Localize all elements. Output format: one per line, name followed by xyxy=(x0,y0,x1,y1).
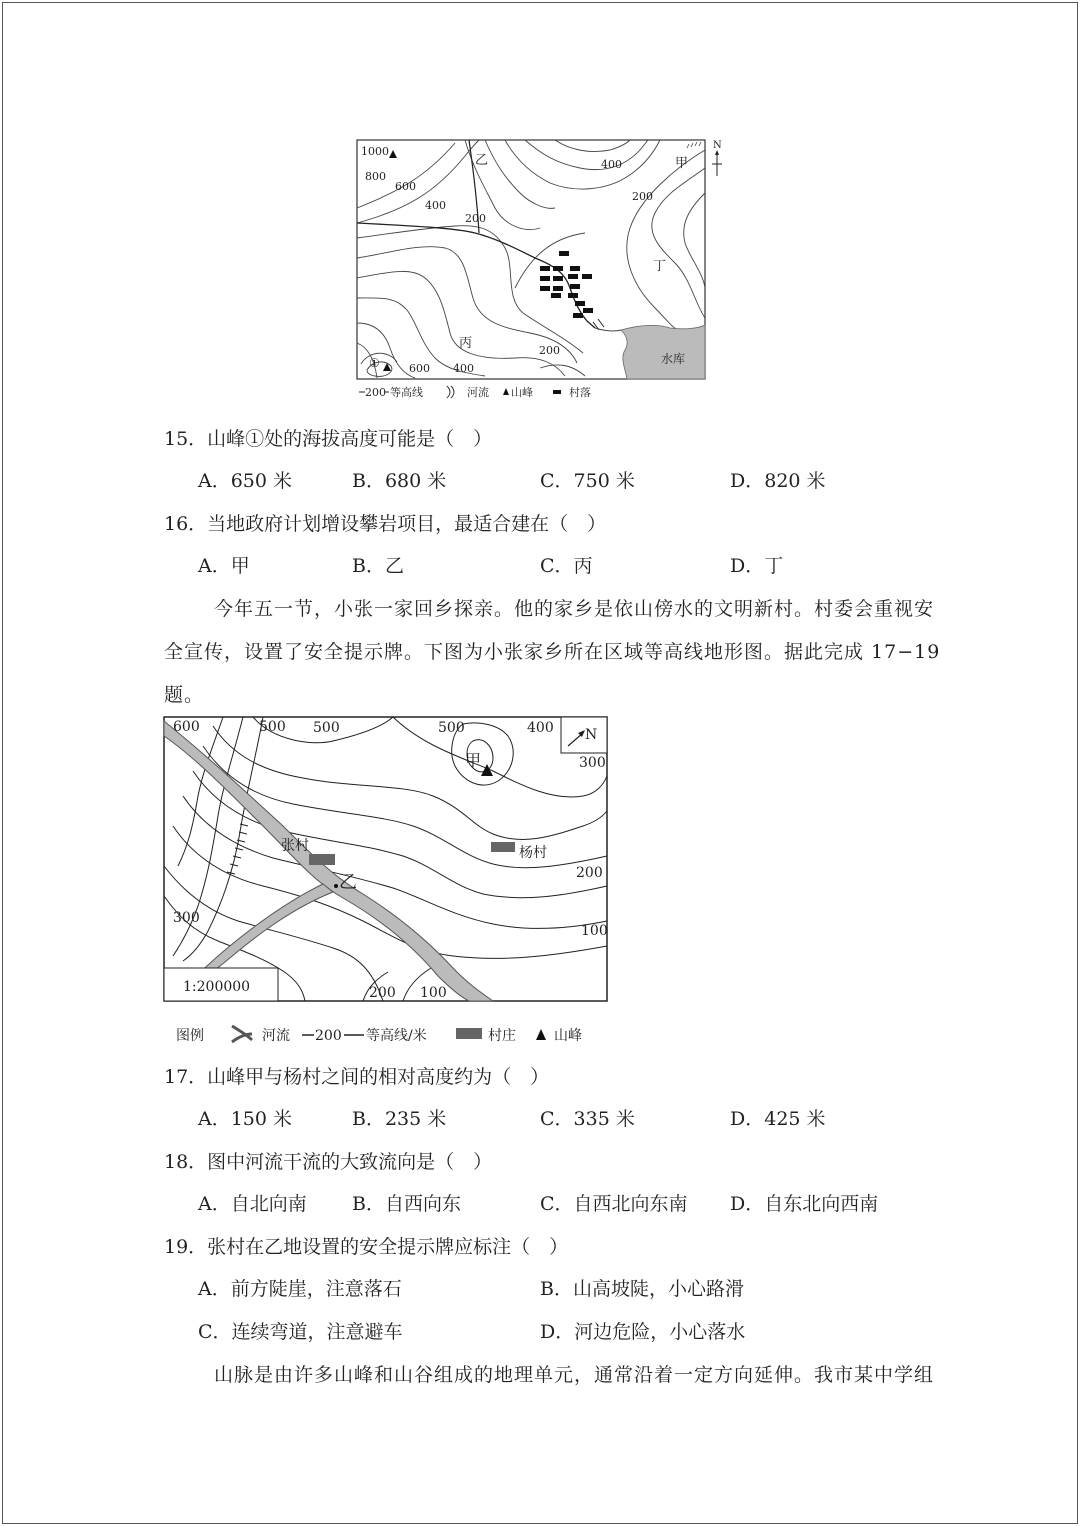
map1-label: 200 xyxy=(465,212,486,225)
map2-label: 400 xyxy=(527,720,554,736)
map2-label: 杨村 xyxy=(519,845,547,861)
question-16: 16．当地政府计划增设攀岩项目，最适合建在（ ） xyxy=(164,513,607,535)
topographic-map-1 xyxy=(355,138,727,400)
q17-option-a: A．150 米 xyxy=(198,1108,293,1130)
map1-label: 200 xyxy=(632,190,653,203)
map2-label: 乙 xyxy=(339,872,357,893)
question-17: 17．山峰甲与杨村之间的相对高度约为（ ） xyxy=(164,1066,550,1088)
svg-text:图例: 图例 xyxy=(176,1028,204,1044)
q17-option-b: B．235 米 xyxy=(352,1108,447,1130)
q16-option-a: A．甲 xyxy=(198,555,250,577)
q19-option-d: D．河边危险，小心落水 xyxy=(540,1321,746,1343)
svg-text:200: 200 xyxy=(315,1028,342,1044)
map2-legend xyxy=(174,1018,594,1048)
map2-label: 600 xyxy=(173,719,200,735)
north-arrow-icon xyxy=(712,150,722,176)
svg-text:山峰: 山峰 xyxy=(554,1028,582,1044)
map2-scale: 1:200000 xyxy=(183,979,251,995)
q16-option-d: D．丁 xyxy=(730,555,784,577)
map2-label: 张村 xyxy=(281,838,309,854)
map1-label: 水库 xyxy=(661,352,686,366)
q18-option-b: B．自西向东 xyxy=(352,1193,461,1215)
map2-label: 300 xyxy=(579,755,606,771)
q19-option-c: C．连续弯道，注意避车 xyxy=(198,1321,403,1343)
yangcun-village-icon xyxy=(491,842,515,852)
map1-label: 丙 xyxy=(459,336,473,351)
q15-option-a: A．650 米 xyxy=(198,470,293,492)
map2-label: 甲 xyxy=(465,751,482,770)
svg-text:村落: 村落 xyxy=(569,386,591,399)
map1-label: 甲 xyxy=(675,156,689,171)
intro-line-3: 题。 xyxy=(164,684,205,706)
map2-label: 100 xyxy=(420,985,447,1001)
map1-label: 丁 xyxy=(653,259,667,274)
map1-label: 600 xyxy=(409,362,430,375)
intro-line-2: 全宣传，设置了安全提示牌。下图为小张家乡所在区域等高线地形图。据此完成 17−19 xyxy=(164,641,941,663)
svg-text:山峰: 山峰 xyxy=(511,386,533,399)
map2-label: N xyxy=(585,727,598,743)
topographic-map-2 xyxy=(163,716,609,1002)
q17-option-d: D．425 米 xyxy=(730,1108,826,1130)
map1-label: 200 xyxy=(539,344,560,357)
q18-option-c: C．自西北向东南 xyxy=(540,1193,688,1215)
map1-label: 400 xyxy=(601,158,622,171)
map1-legend xyxy=(359,385,591,399)
q16-option-b: B．乙 xyxy=(352,555,404,577)
svg-text:200: 200 xyxy=(365,386,386,399)
map2-label: 200 xyxy=(576,865,603,881)
zhangcun-village-icon xyxy=(309,854,335,865)
map1-label: 乙 xyxy=(475,153,489,168)
q17-option-c: C．335 米 xyxy=(540,1108,635,1130)
q18-option-d: D．自东北向西南 xyxy=(730,1193,879,1215)
map2-label: 300 xyxy=(173,910,200,926)
map1-label: 400 xyxy=(453,362,474,375)
question-15: 15．山峰①处的海拔高度可能是（ ） xyxy=(164,428,493,450)
q18-option-a: A．自北向南 xyxy=(198,1193,307,1215)
svg-text:村庄: 村庄 xyxy=(488,1028,516,1044)
map1-label: 800 xyxy=(365,170,386,183)
question-18: 18．图中河流干流的大致流向是（ ） xyxy=(164,1151,493,1173)
svg-text:河流: 河流 xyxy=(262,1028,290,1044)
q19-option-a: A．前方陡崖，注意落石 xyxy=(198,1278,402,1300)
map1-label: 1000 xyxy=(361,145,389,158)
map1-label: 600 xyxy=(395,180,416,193)
q15-option-c: C．750 米 xyxy=(540,470,635,492)
question-19: 19．张村在乙地设置的安全提示牌应标注（ ） xyxy=(164,1236,569,1258)
q15-option-d: D．820 米 xyxy=(730,470,826,492)
map1-label: N xyxy=(713,140,722,151)
q16-option-c: C．丙 xyxy=(540,555,593,577)
map1-label: ① xyxy=(369,356,380,370)
map2-label: 500 xyxy=(438,720,465,736)
q19-option-b: B．山高坡陡，小心路滑 xyxy=(540,1278,744,1300)
map1-label: 400 xyxy=(425,199,446,212)
map2-label: 100 xyxy=(581,923,608,939)
closing-paragraph: 山脉是由许多山峰和山谷组成的地理单元，通常沿着一定方向延伸。我市某中学组 xyxy=(214,1364,935,1386)
intro-line-1: 今年五一节，小张一家回乡探亲。他的家乡是依山傍水的文明新村。村委会重视安 xyxy=(214,598,935,620)
svg-text:河流: 河流 xyxy=(467,386,489,399)
map2-label: 200 xyxy=(369,985,396,1001)
q15-option-b: B．680 米 xyxy=(352,470,447,492)
svg-text:等高线/米: 等高线/米 xyxy=(366,1028,427,1044)
map2-label: 500 xyxy=(313,720,340,736)
svg-text:等高线: 等高线 xyxy=(390,386,423,399)
map2-label: 500 xyxy=(259,719,286,735)
